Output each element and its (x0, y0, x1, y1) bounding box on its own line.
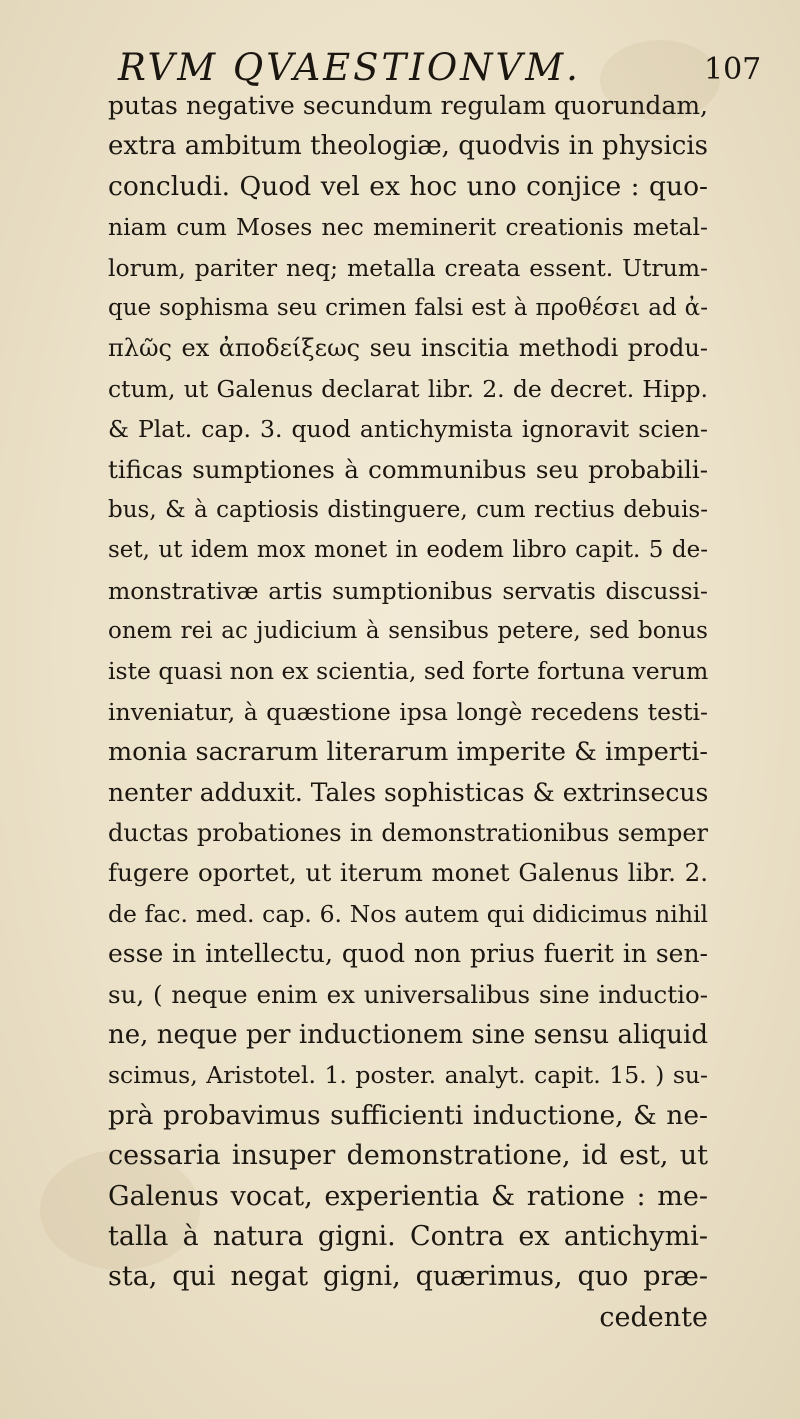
page-number: 107 (704, 52, 762, 87)
text-line: de fac. med. cap. 6. Nos autem qui didicimus nihil (108, 899, 708, 928)
text-line: niam cum Moses nec meminerit creationis metal- (108, 213, 708, 242)
text-line: ne, neque per inductionem sine sensu aliquid (108, 1019, 708, 1050)
text-line: ctum, ut Galenus declarat libr. 2. de decret. Hipp. (108, 374, 708, 403)
text-line: Galenus vocat, experientia & ratione : me- (108, 1180, 708, 1212)
text-line: tificas sumptiones à communibus seu probabili- (108, 454, 708, 484)
text-line: extra ambitum theologiæ, quodvis in physicis (108, 131, 708, 162)
text-line: lorum, pariter neq; metalla creata essent. Utrum- (108, 253, 708, 282)
text-line: talla à natura gigni. Contra ex antichymi- (108, 1220, 708, 1252)
text-line: scimus, Aristotel. 1. poster. analyt. capit. 15. ) su- (108, 1061, 708, 1090)
running-head: RVM QVAESTIONVM. (118, 46, 581, 89)
body-text (108, 86, 708, 1338)
text-line: set, ut idem mox monet in eodem libro capit. 5 de- (108, 537, 708, 564)
text-line: onem rei ac judicium à sensibus petere, sed bonus (108, 618, 708, 645)
text-line: iste quasi non ex scientia, sed forte fortuna verum (108, 657, 709, 686)
text-line: fugere oportet, ut iterum monet Galenus libr. 2. (108, 858, 708, 888)
text-line: concludi. Quod vel ex hoc uno conjice : quo- (108, 170, 708, 202)
text-line: nenter adduxit. Tales sophisticas & extrinsecus (108, 777, 709, 807)
text-line: esse in intellectu, quod non prius fuerit in sen- (108, 939, 708, 969)
text-line: cessaria insuper demonstratione, id est, ut (108, 1140, 708, 1172)
text-line: monstrativæ artis sumptionibus servatis discussi- (108, 576, 708, 605)
text-line: inveniatur, à quæstione ipsa longè recedens testi- (108, 697, 708, 726)
text-line: su, ( neque enim ex universalibus sine inductio- (108, 979, 708, 1009)
text-line: que sophisma seu crimen falsi est à προθέσει ad ἀ- (108, 294, 708, 321)
text-line: monia sacrarum literarum imperite & imperti- (108, 737, 708, 768)
text-line: putas negative secundum regulam quorundam, (108, 91, 708, 120)
text-line: ductas probationes in demonstrationibus semper (108, 819, 708, 848)
text-line: bus, & à captiosis distinguere, cum rectius debuis- (108, 496, 708, 523)
catchword: cedente (599, 1301, 708, 1333)
text-line: & Plat. cap. 3. quod antichymista ignoravit scien- (108, 415, 708, 444)
text-line: prà probavimus sufficienti inductione, & ne- (108, 1099, 708, 1131)
text-line: sta, qui negat gigni, quærimus, quo præ- (108, 1261, 708, 1293)
text-line: πλῶς ex ἀποδείξεως seu inscitia methodi produ- (108, 334, 708, 363)
